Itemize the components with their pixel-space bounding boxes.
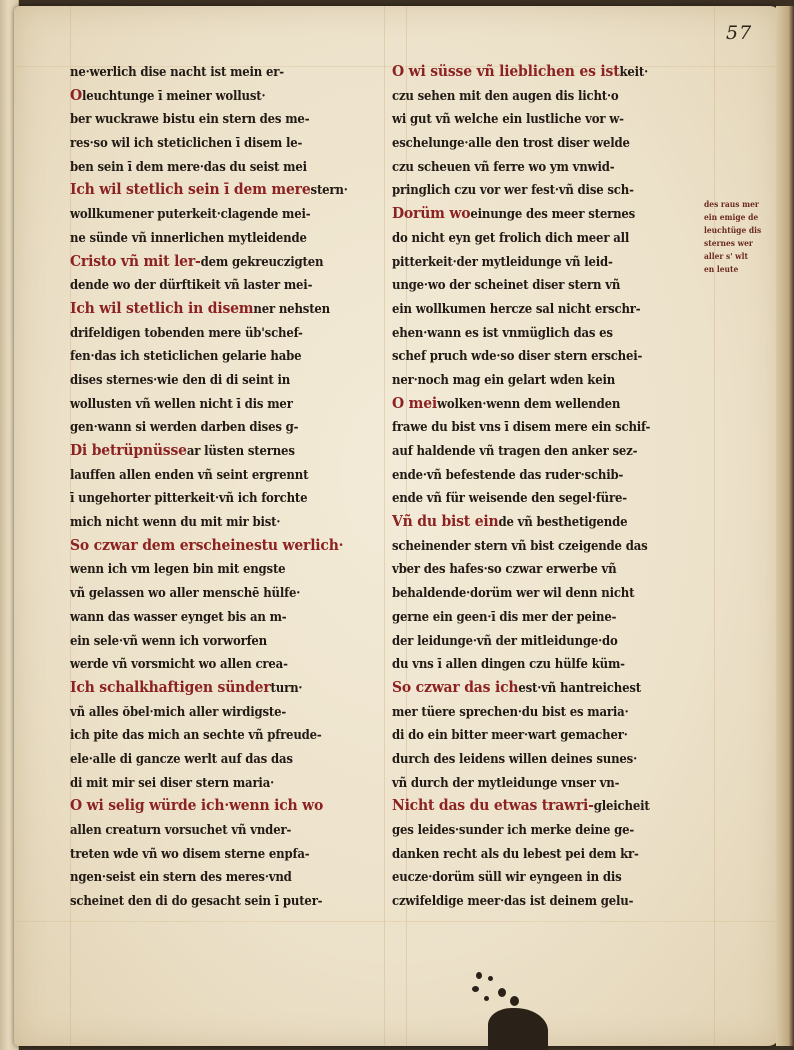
text-line [392, 321, 677, 345]
line-text: ne sünde vñ innerlichen mytleidende [70, 229, 307, 245]
line-text: durch des leidens willen deines sunes· [392, 750, 637, 766]
line-text: wann das wasser eynget bis an m- [70, 608, 287, 624]
text-line [70, 700, 349, 724]
line-text: ber wuckrawe bistu ein stern des me- [70, 111, 310, 127]
rubric-text: Dorüm wo [392, 204, 471, 223]
line-text: di mit mir sei diser stern maria· [70, 774, 274, 790]
text-line [70, 107, 349, 131]
text-column-left [70, 60, 370, 913]
rubric-text: Cristo vñ mit ler- [70, 251, 201, 270]
line-text: schef pruch wde·so diser stern erschei- [392, 348, 643, 364]
text-column-right [392, 60, 698, 913]
text-line [70, 486, 349, 510]
line-text: ende·vñ befestende das ruder·schib- [392, 466, 624, 482]
text-line [70, 510, 349, 534]
marginal-note-line: des raus mer [704, 199, 759, 209]
line-text: ar lüsten sternes [186, 443, 295, 458]
line-text: ner nehsten [253, 300, 331, 316]
text-line [70, 794, 349, 818]
text-line [70, 368, 349, 392]
rubric-text: O wi süsse vñ lieblichen es ist [392, 62, 620, 80]
line-text: dises sternes·wie den di di seint in [70, 371, 291, 387]
text-line [70, 534, 349, 558]
line-text: gerne ein geen·ī dis mer der peine- [392, 608, 617, 624]
line-text: mer tüere sprechen·du bist es maria· [392, 703, 629, 719]
text-line [392, 629, 677, 653]
text-line [392, 534, 677, 558]
text-line [392, 486, 677, 510]
line-text: turn· [270, 679, 303, 695]
line-text: treten wde vñ wo disem sterne enpfa- [70, 845, 310, 861]
line-text: einunge des meer sternes [470, 206, 636, 222]
text-line [70, 60, 349, 84]
marginal-note-line: leuchtüge dis [704, 225, 762, 235]
line-text: du vns ī allen dingen czu hülfe küm- [392, 656, 625, 672]
text-line [70, 178, 349, 202]
line-text: euсze·dorüm süll wir eyngeen in dis [392, 869, 622, 885]
text-line [392, 700, 677, 724]
line-text: frawe du bist vns ī disem mere ein schif- [392, 419, 651, 435]
line-text: auf haldende vñ tragen den anker sez- [392, 443, 638, 458]
line-text: ich pite das mich an sechte vñ pfreude- [70, 727, 322, 743]
text-line [70, 321, 349, 345]
text-line [70, 605, 349, 629]
line-text: ele·alle di gancze werlt auf das das [70, 750, 293, 766]
text-line [70, 676, 349, 700]
marginal-note-line: aller s' wlt [704, 251, 749, 261]
line-text: dende wo der dürftikeit vñ laster mei- [70, 277, 313, 293]
text-line [70, 818, 349, 842]
line-text: fen·das ich steticlichen gelarie habe [70, 348, 302, 364]
line-text: est·vñ hantreichest [518, 679, 641, 695]
text-line [392, 226, 677, 250]
text-line [392, 344, 677, 368]
text-line [392, 60, 677, 84]
text-line [392, 794, 677, 818]
text-line [392, 297, 677, 321]
text-line [392, 273, 677, 297]
line-text: dem gekreuczigten [200, 253, 324, 269]
line-text: pringlich czu vor wer fest·vñ dise sch- [392, 182, 634, 198]
rubric-text: Ich wil stetlich sein ī dem mere [70, 180, 311, 199]
line-text: unge·wo der scheinet diser stern vñ [392, 277, 621, 293]
text-line [70, 557, 349, 581]
rubric-text: Vñ du bist ein [392, 512, 499, 531]
rubric-text: Di betrüpnüsse [70, 441, 187, 459]
marginal-note [704, 198, 786, 276]
rubric-text: Ich wil stetlich in disem [70, 298, 254, 317]
rubric-text: Ich schalkhaftigen sünder [70, 677, 271, 696]
text-line [70, 202, 349, 226]
text-line [70, 723, 349, 747]
text-line [392, 131, 677, 155]
line-text: ne·werlich dise nacht ist mein er- [70, 64, 284, 79]
line-text: danken recht als du lebest pei dem kr- [392, 845, 639, 861]
line-text: ein sele·vñ wenn ich vorworfen [70, 632, 268, 648]
text-line [70, 226, 349, 250]
text-line [392, 368, 677, 392]
line-text: res·so wil ich steticlichen ī disem le- [70, 135, 303, 151]
line-text: lauffen allen enden vñ seint ergrennt [70, 466, 309, 482]
line-text: drifeldigen tobenden mere üb'schef- [70, 324, 303, 340]
text-line [70, 84, 349, 108]
text-line [392, 415, 677, 439]
text-line [70, 155, 349, 179]
line-text: scheinender stern vñ bist czeigende das [392, 537, 648, 553]
marginal-note-line: en leute [704, 264, 739, 274]
line-text: stern· [310, 182, 348, 198]
text-line [392, 747, 677, 771]
text-line [392, 557, 677, 581]
text-line [70, 865, 349, 889]
line-text: behaldende·dorüm wer wil denn nicht [392, 585, 635, 601]
line-text: vñ durch der mytleidunge vnser vn- [392, 774, 620, 790]
line-text: wollusten vñ wellen nicht ī dis mer [70, 395, 293, 411]
line-text: vber des hafes·so czwar erwerbe vñ [392, 561, 617, 577]
line-text: vñ alles ŏbel·mich aller wirdigste- [70, 703, 287, 719]
text-line [70, 344, 349, 368]
text-line [392, 392, 677, 416]
line-text: gen·wann si werden darben dises g- [70, 419, 299, 435]
text-line [392, 889, 677, 913]
text-line [70, 771, 349, 795]
text-line [392, 178, 677, 202]
ruling-line [714, 6, 715, 1046]
line-text: der leidunge·vñ der mitleidunge·do [392, 632, 618, 648]
line-text: di do ein bitter meer·wart gemacher· [392, 727, 628, 743]
text-line [392, 581, 677, 605]
line-text: vñ gelassen wo aller menschē hülfe· [70, 585, 301, 601]
line-text: ner·noch mag ein gelart wden kein [392, 371, 616, 387]
text-line [392, 250, 677, 274]
text-line [392, 463, 677, 487]
text-line [392, 652, 677, 676]
line-text: de vñ besthetigende [498, 514, 628, 530]
text-line [392, 865, 677, 889]
line-text: ende vñ für weisende den segel·füre- [392, 490, 627, 506]
text-line [392, 155, 677, 179]
text-line [70, 415, 349, 439]
ruling-line [14, 921, 780, 922]
marginal-note-line: sternes wer [704, 238, 753, 248]
line-text: mich nicht wenn du mit mir bist· [70, 514, 281, 530]
line-text: werde vñ vorsmicht wo allen crea- [70, 656, 288, 672]
line-text: scheinet den di do gesacht sein ī puter- [70, 893, 323, 909]
text-line [70, 250, 349, 274]
rubric-text: O mei [392, 393, 438, 412]
line-text: wi gut vñ welche ein lustliche vor w- [392, 111, 624, 127]
page-edge [776, 6, 794, 1046]
text-line [70, 392, 349, 416]
text-line [392, 84, 677, 108]
line-text: gleicheit [593, 798, 650, 814]
line-text: wolken·wenn dem wellenden [437, 395, 621, 411]
text-line [70, 889, 349, 913]
line-text: ges leides·sunder ich merke deine ge- [392, 822, 635, 837]
parchment-damage [488, 1008, 548, 1050]
text-line [70, 131, 349, 155]
ruling-line [384, 6, 385, 1046]
text-line [392, 605, 677, 629]
line-text: czu scheuen vñ ferre wo ym vnwid- [392, 158, 615, 174]
page-number: 57 [726, 22, 753, 44]
text-line [392, 842, 677, 866]
line-text: wenn ich vm legen bin mit engste [70, 561, 286, 577]
text-line [392, 107, 677, 131]
text-line [392, 439, 677, 463]
line-text: wollkumener puterkeit·clagende mei- [70, 206, 311, 222]
line-text: do nicht eyn get frolich dich meer all [392, 229, 630, 245]
text-line [70, 581, 349, 605]
line-text: allen creaturn vorsuchet vñ vnder- [70, 822, 292, 837]
text-line [392, 818, 677, 842]
text-line [70, 652, 349, 676]
text-line [70, 297, 349, 321]
text-line [392, 771, 677, 795]
rubric-text: So czwar dem erscheinestu werlich· [70, 535, 344, 554]
line-text: pitterkeit·der mytleidunge vñ leid- [392, 253, 613, 269]
line-text: czwifeldige meer·das ist deinem gelu- [392, 893, 634, 909]
line-text: keit· [619, 64, 649, 79]
text-line [392, 202, 677, 226]
text-line [392, 723, 677, 747]
marginal-note-line: ein emige de [704, 212, 759, 222]
line-text: ngen·seist ein stern des meres·vnd [70, 869, 292, 885]
text-line [70, 463, 349, 487]
text-line [70, 747, 349, 771]
line-text: leuchtunge ī meiner wollust· [81, 87, 266, 103]
rubric-text: So czwar das ich [392, 677, 519, 696]
rubric-text: Nicht das du etwas trawri- [392, 796, 594, 815]
rubric-text: O wi selig würde ich·wenn ich wo [70, 796, 324, 815]
rubric-text: O [70, 85, 82, 104]
line-text: ehen·wann es ist vnmüglich das es [392, 324, 613, 340]
line-text: ein wollkumen hercze sal nicht erschr- [392, 300, 641, 316]
line-text: eschelunge·alle den trost diser welde [392, 135, 630, 151]
text-line [70, 273, 349, 297]
text-line [70, 629, 349, 653]
text-line [70, 439, 349, 463]
text-line [392, 676, 677, 700]
line-text: ī ungehorter pitterkeit·vñ ich forchte [70, 490, 308, 506]
line-text: ben sein ī dem mere·das du seist mei [70, 158, 307, 174]
text-line [70, 842, 349, 866]
text-line [392, 510, 677, 534]
line-text: czu sehen mit den augen dis licht·o [392, 87, 619, 103]
